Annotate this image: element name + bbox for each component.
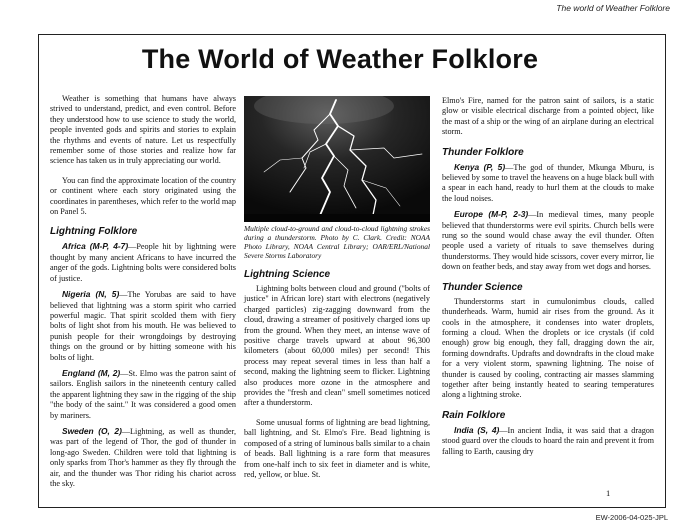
thunder-science-heading: Thunder Science bbox=[442, 281, 523, 293]
lightning-image bbox=[244, 96, 430, 222]
story-text: —Lightning, as well as thunder, was part of the legend of Thor, the god of thunder in long-ago Sweden. Children were told that lightning is only sparks from Thor's hammer as they fly through the air, and the thunder was Thor riding his chariot across the sky. bbox=[50, 426, 236, 488]
story-place: Kenya (P, 5) bbox=[454, 161, 506, 172]
intro-paragraph: You can find the approximate location of the country or continent where each story originated using the coordinates in parentheses, which refer to the world map on Panel 5. bbox=[50, 175, 236, 217]
folklore-story bbox=[50, 289, 236, 363]
column-right bbox=[442, 96, 654, 457]
story-place: India (S, 4) bbox=[454, 424, 500, 435]
story-place: England (M, 2) bbox=[62, 367, 121, 378]
lightning-photo bbox=[244, 96, 430, 222]
story-place: Europe (M-P, 2-3) bbox=[454, 209, 529, 220]
document-code: EW-2006-04-025-JPL bbox=[595, 513, 668, 522]
rain-folklore-heading: Rain Folklore bbox=[442, 409, 506, 421]
story-text: —St. Elmo was the patron saint of sailors. English sailors in the nineteenth century called the apparent lightning they saw in the rigging of the ship "the body of the saint." It was considered a good omen by mariners. bbox=[50, 368, 236, 420]
lightning-science-heading: Lightning Science bbox=[244, 269, 331, 280]
science-paragraph: Thunderstorms start in cumulonimbus clouds, called thunderheads. Warm, humid air rises from the ground. As it cools in the atmosphere, it condenses into water droplets, forming a cloud. When the droplets or ice crystals (if cold enough) grow big enough, they fall, dragging down the air, forming downdrafts. Updrafts and downdrafts in the cloud make for a very violent storm, spawning lightning. The noise of thunder is caused by cooling, contracting air masses slamming together after being instantly heated to searing temperatures along a lightning stroke. bbox=[442, 296, 654, 400]
story-text: —In medieval times, many people believed that thunderstorms were evil spirits. Church bells were rung so the sound would chase away the evil thunder. Often people used a variety of rituals to save themselves during thunderstorms. They would hide scissors, cover every mirror, lie down on feather beds, and stay away from wet dogs and horses. bbox=[442, 210, 654, 272]
story-place: Nigeria (N, 5) bbox=[62, 289, 120, 300]
science-paragraph: Some unusual forms of lightning are bead lightning, ball lightning, and St. Elmo's Fire. Bead lightning is composed of a string of luminous balls similar to a chain of beads. Ball lightning is a rare form that measures from one-half inch to six feet in diameter and is white, red, yellow, or blue. St. bbox=[244, 417, 431, 479]
folklore-story bbox=[442, 425, 654, 457]
story-text: —The god of thunder, Mkunga Mburu, is believed by some to travel the heavens on a huge black bull with a spear in each hand, ready to hurl them at the clouds to make the loud noises. bbox=[442, 162, 654, 203]
intro-paragraph: Weather is something that humans have always strived to understand, predict, and even control. Before they understood how to use science to study the world, people invented gods and spirits and stories to explain the rhythms and events of nature. Let us respectfully remember some of those stories and realize how far science has taken us in truly appreciating our world. bbox=[50, 94, 236, 166]
story-place: Africa (M-P, 4-7) bbox=[62, 241, 129, 252]
folklore-story bbox=[442, 209, 654, 272]
story-place: Sweden (O, 2) bbox=[62, 425, 122, 436]
science-paragraph: Lightning bolts between cloud and ground ("bolts of justice" in African lore) start with electrons (negatively charged particles) zig-zagging downward from the cloud, drawing a streamer of positively charged ions up from the ground. When they meet, an intense wave of positive charge travels upward at about 96,300 kilometers (about 60,000 miles) per second! This process may repeat several times in less than half a second, making the lightning seem to flicker. Lightning also produces more ozone in the atmosphere and provides the "fresh and clean" smell sometimes noticed after a thunderstorm. bbox=[244, 284, 430, 408]
page-number: 1 bbox=[606, 488, 611, 498]
page-title: The World of Weather Folklore bbox=[141, 44, 539, 74]
column-left bbox=[50, 94, 236, 489]
running-head: The world of Weather Folklore bbox=[556, 3, 670, 13]
folklore-story bbox=[50, 368, 236, 421]
story-text: —The Yorubas are said to have believed that lightning was a storm spirit who carried powerful magic. That spirit scolded them with fiery bolts of light shot from his mouth. He was believed to punish people for their wrongdoings by destroying things on the ground or by hitting someone with his bolts of light. bbox=[50, 290, 236, 362]
continued-paragraph: Elmo's Fire, named for the patron saint of sailors, is a static glow or visible electrical discharge from a pointed object, like the mast of a ship or the wing of an airplane during an electrical storm. bbox=[442, 96, 654, 137]
lightning-folklore-heading: Lightning Folklore bbox=[50, 226, 138, 238]
folklore-story bbox=[50, 241, 236, 284]
photo-caption: Multiple cloud-to-ground and cloud-to-cloud lightning strokes during a thunderstorm. Photo by C. Clark. Credit: NOAA Photo Library, NOAA Central Library; OAR/ERL/National Severe Storms Laboratory bbox=[244, 224, 430, 260]
folklore-story bbox=[50, 426, 236, 489]
story-text: —People hit by lightning were thought by many ancient Africans to have incurred the anger of the gods. Lightning bolts were considered bolts of justice. bbox=[50, 242, 236, 283]
folklore-story bbox=[442, 162, 654, 205]
column-middle bbox=[244, 94, 430, 480]
story-text: —In ancient India, it was said that a dragon stood guard over the clouds to hoard the rain and prevent it from falling to Earth, causing dry bbox=[442, 425, 654, 456]
thunder-folklore-heading: Thunder Folklore bbox=[442, 146, 524, 158]
